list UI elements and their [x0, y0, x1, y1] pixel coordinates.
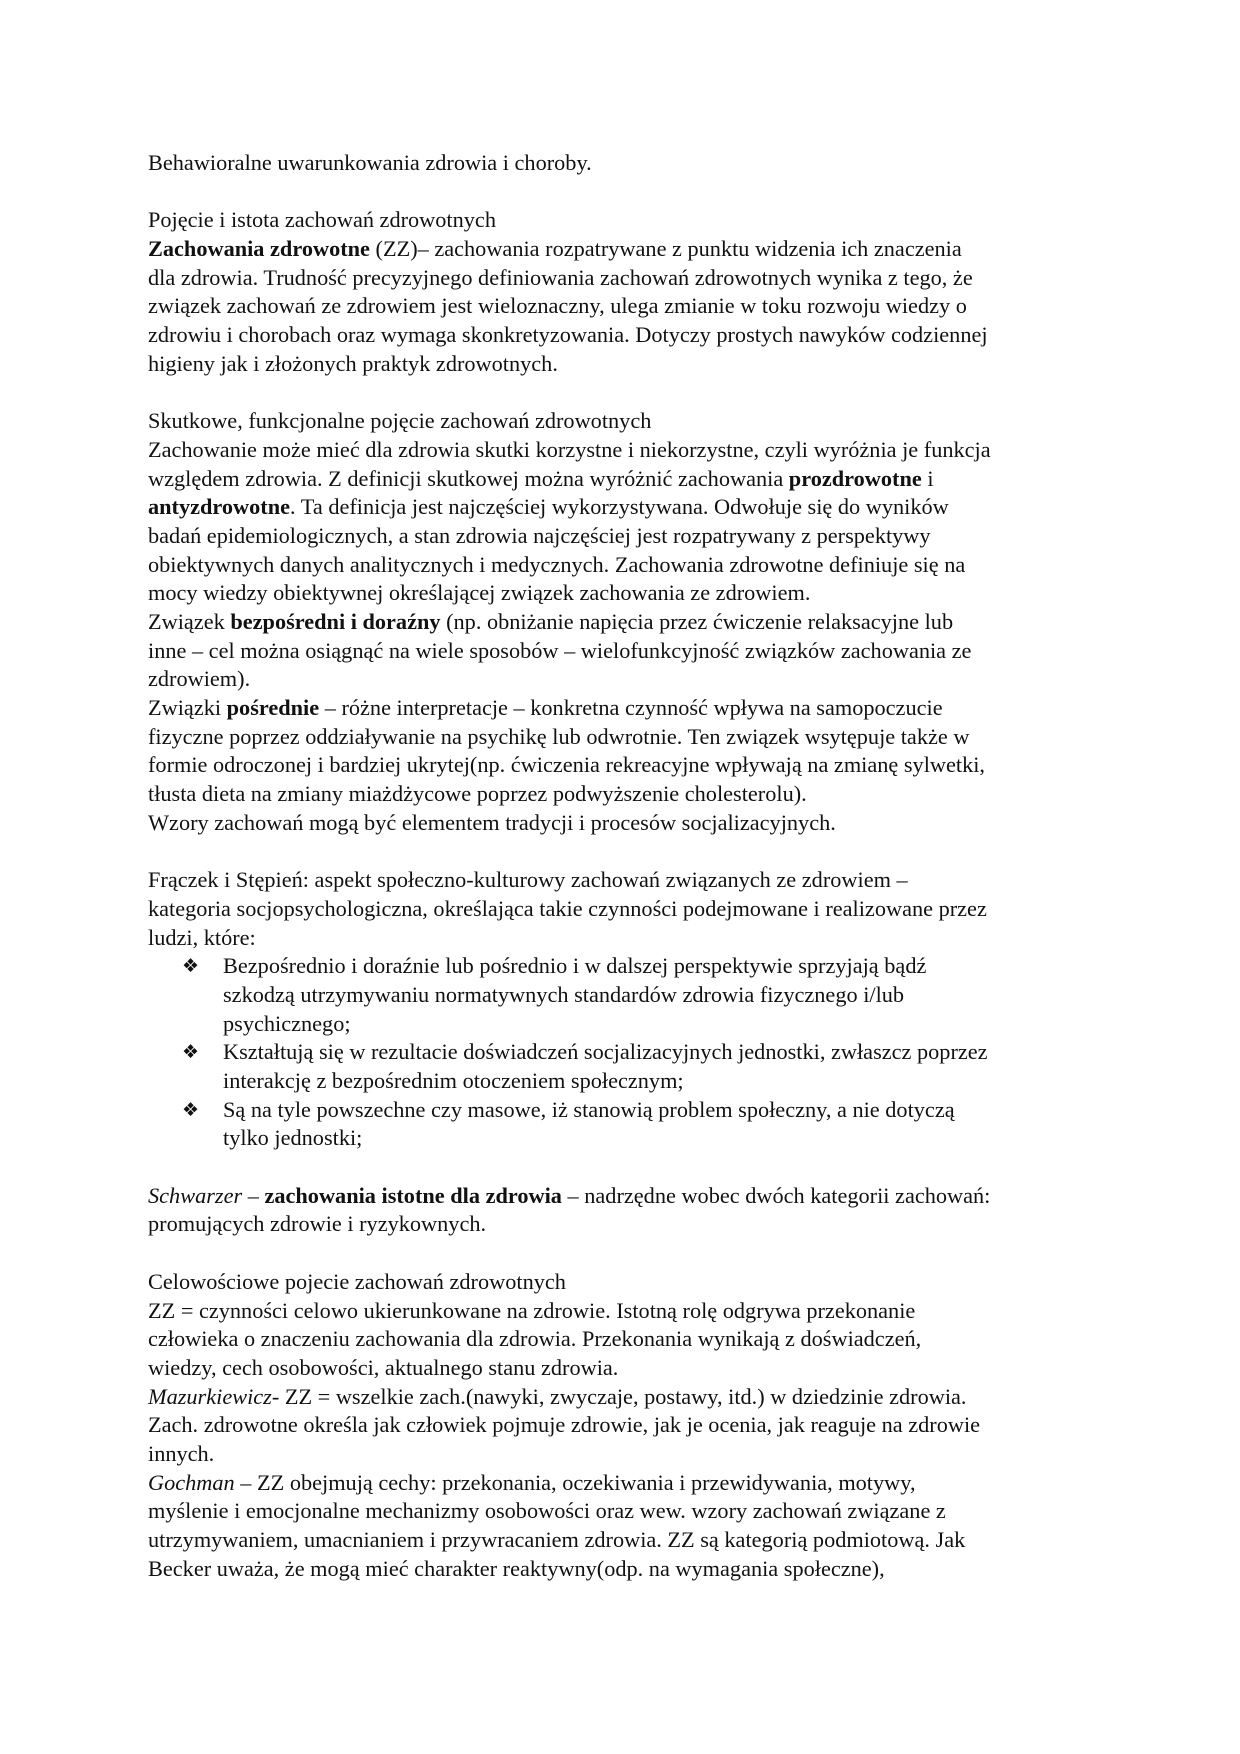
text-segment: formie odroczonej i bardziej ukrytej(np. ćwiczenia rekreacyjne wpływają na zmianę sylwetki,	[148, 752, 986, 778]
text-segment: Bezpośrednio i doraźnie lub pośrednio i w dalszej perspektywie sprzyjają bądź	[223, 953, 927, 979]
text-line	[148, 264, 1108, 293]
document-page	[148, 149, 1108, 1583]
text-segment: –	[242, 1182, 265, 1208]
text-segment: – różne interpretacje – konkretna czynność wpływa na samopoczucie	[319, 695, 943, 721]
text-segment: – ZZ obejmują cechy: przekonania, oczekiwania i przewidywania, motywy,	[234, 1469, 916, 1495]
text-segment: Skutkowe, funkcjonalne pojęcie zachowań zdrowotnych	[148, 408, 652, 434]
bold-term: zachowania istotne dla zdrowia	[264, 1182, 562, 1208]
text-line	[148, 1010, 1108, 1039]
text-line	[148, 235, 1108, 264]
diamond-bullet-icon: ❖	[182, 1041, 200, 1064]
text-segment: zdrowiem).	[148, 666, 251, 692]
bold-term: antyzdrowotne	[148, 494, 291, 520]
text-line	[148, 1440, 1108, 1469]
text-segment: Pojęcie i istota zachowań zdrowotnych	[148, 207, 496, 233]
text-line	[148, 1497, 1108, 1526]
text-line	[148, 1210, 1108, 1239]
text-line	[148, 1297, 1108, 1326]
text-segment: (ZZ)– zachowania rozpatrywane z punktu widzenia ich znaczenia	[369, 236, 962, 262]
text-line	[148, 924, 1108, 953]
bold-term: Zachowania zdrowotne	[148, 236, 370, 262]
text-segment: względem zdrowia. Z definicji skutkowej można wyróżnić zachowania	[148, 465, 789, 491]
text-line	[148, 637, 1108, 666]
text-line	[148, 608, 1108, 637]
text-segment: kategoria socjopsychologiczna, określająca takie czynności podejmowane i realizowane przez	[148, 895, 987, 921]
text-line	[148, 1038, 1108, 1067]
text-line	[148, 206, 1108, 235]
text-line	[148, 579, 1108, 608]
author-name: Schwarzer	[148, 1182, 243, 1208]
text-segment: związek zachowań ze zdrowiem jest wieloznaczny, ulega zmianie w toku rozwoju wiedzy o	[148, 293, 967, 319]
text-line	[148, 751, 1108, 780]
diamond-bullet-icon: ❖	[182, 955, 200, 978]
text-segment: szkodzą utrzymywaniu normatywnych standardów zdrowia fizycznego i/lub	[223, 981, 905, 1007]
text-segment: – nadrzędne wobec dwóch kategorii zachowań:	[561, 1182, 991, 1208]
text-line	[148, 981, 1108, 1010]
text-segment: tylko jednostki;	[223, 1125, 363, 1151]
blank-line	[148, 1239, 1108, 1268]
text-segment: Są na tyle powszechne czy masowe, iż stanowią problem społeczny, a nie dotyczą	[223, 1096, 955, 1122]
text-line	[148, 723, 1108, 752]
text-line	[148, 1268, 1108, 1297]
text-segment: Becker uważa, że mogą mieć charakter reaktywny(odp. na wymagania społeczne),	[148, 1555, 885, 1581]
text-segment: psychicznego;	[223, 1010, 351, 1036]
text-segment: Celowościowe pojecie zachowań zdrowotnych	[148, 1268, 566, 1294]
bold-term: pośrednie	[226, 695, 320, 721]
text-segment: Frączek i Stępień: aspekt społeczno-kulturowy zachowań związanych ze zdrowiem –	[148, 867, 908, 893]
text-line	[148, 551, 1108, 580]
text-line	[148, 809, 1108, 838]
text-segment: Wzory zachowań mogą być elementem tradycji i procesów socjalizacyjnych.	[148, 809, 836, 835]
text-segment: innych.	[148, 1440, 215, 1466]
blank-line	[148, 1153, 1108, 1182]
text-line	[148, 895, 1108, 924]
text-segment: obiektywnych danych analitycznych i medycznych. Zachowania zdrowotne definiuje się na	[148, 551, 966, 577]
text-line	[148, 694, 1108, 723]
text-line	[148, 465, 1108, 494]
text-line	[148, 1526, 1108, 1555]
text-line	[148, 1067, 1108, 1096]
text-line	[148, 493, 1108, 522]
text-line	[148, 1182, 1108, 1211]
text-segment: promujących zdrowie i ryzykownych.	[148, 1211, 487, 1237]
text-segment: Zachowanie może mieć dla zdrowia skutki korzystne i niekorzystne, czyli wyróżnia je funkcja	[148, 436, 991, 462]
text-segment: i	[921, 465, 934, 491]
text-line	[148, 149, 1108, 178]
text-segment: badań epidemiologicznych, a stan zdrowia najczęściej jest rozpatrywany z perspektywy	[148, 522, 931, 548]
blank-line	[148, 178, 1108, 207]
text-segment: utrzymywaniem, umacnianiem i przywracaniem zdrowia. ZZ są kategorią podmiotową. Jak	[148, 1527, 966, 1552]
text-segment: dla zdrowia. Trudność precyzyjnego definiowania zachowań zdrowotnych wynika z tego, że	[148, 264, 973, 290]
text-line	[148, 665, 1108, 694]
text-segment: Związki	[148, 695, 227, 721]
text-segment: tłusta dieta na zmiany miażdżycowe poprzez podwyższenie cholesterolu).	[148, 781, 807, 807]
text-line	[148, 321, 1108, 350]
text-segment: interakcję z bezpośrednim otoczeniem społecznym;	[223, 1068, 684, 1093]
text-segment: człowieka o znaczeniu zachowania dla zdrowia. Przekonania wynikają z doświadczeń,	[148, 1326, 922, 1352]
text-segment: . Ta definicja jest najczęściej wykorzystywana. Odwołuje się do wyników	[290, 494, 949, 520]
text-line	[148, 952, 1108, 981]
text-line	[148, 407, 1108, 436]
text-segment: higieny jak i złożonych praktyk zdrowotnych.	[148, 350, 558, 376]
text-segment: inne – cel można osiągnąć na wiele sposobów – wielofunkcyjność związków zachowania ze	[148, 637, 972, 663]
text-segment: mocy wiedzy obiektywnej określającej związek zachowania ze zdrowiem.	[148, 580, 811, 606]
blank-line	[148, 838, 1108, 867]
text-segment: zdrowiu i chorobach oraz wymaga skonkretyzowania. Dotyczy prostych nawyków codziennej	[148, 322, 988, 348]
text-line	[148, 1124, 1108, 1153]
text-line	[148, 522, 1108, 551]
text-segment: ZZ = czynności celowo ukierunkowane na zdrowie. Istotną rolę odgrywa przekonanie	[148, 1297, 916, 1323]
text-line	[148, 1383, 1108, 1412]
author-name: Gochman	[148, 1469, 235, 1495]
text-line	[148, 866, 1108, 895]
blank-line	[148, 379, 1108, 408]
text-line	[148, 1354, 1108, 1383]
text-line	[148, 1469, 1108, 1498]
bold-term: bezpośredni i doraźny	[230, 609, 441, 634]
text-line	[148, 436, 1108, 465]
diamond-bullet-icon: ❖	[182, 1098, 200, 1121]
text-line	[148, 350, 1108, 379]
text-line	[148, 292, 1108, 321]
text-segment: ludzi, które:	[148, 924, 256, 950]
bold-term: prozdrowotne	[788, 465, 922, 491]
text-line	[148, 1555, 1108, 1584]
text-segment: wiedzy, cech osobowości, aktualnego stanu zdrowia.	[148, 1354, 619, 1380]
text-segment: Kształtują się w rezultacie doświadczeń socjalizacyjnych jednostki, zwłaszcz poprzez	[223, 1039, 988, 1065]
text-line	[148, 1096, 1108, 1125]
text-segment: myślenie i emocjonalne mechanizmy osobowości oraz wew. wzory zachowań związane z	[148, 1498, 946, 1524]
text-line	[148, 780, 1108, 809]
text-line	[148, 1325, 1108, 1354]
text-segment: (np. obniżanie napięcia przez ćwiczenie relaksacyjne lub	[440, 609, 954, 634]
text-line	[148, 1411, 1108, 1440]
text-segment: - ZZ = wszelkie zach.(nawyki, zwyczaje, postawy, itd.) w dziedzinie zdrowia.	[271, 1383, 967, 1409]
text-segment: Behawioralne uwarunkowania zdrowia i choroby.	[148, 150, 592, 175]
text-segment: Zach. zdrowotne określa jak człowiek pojmuje zdrowie, jak je ocenia, jak reaguje na zdrowie	[148, 1412, 981, 1438]
text-segment: Związek	[148, 609, 231, 634]
author-name: Mazurkiewicz	[148, 1383, 272, 1409]
text-segment: fizyczne poprzez oddziaływanie na psychikę lub odwrotnie. Ten związek wsytępuje także w	[148, 723, 970, 749]
